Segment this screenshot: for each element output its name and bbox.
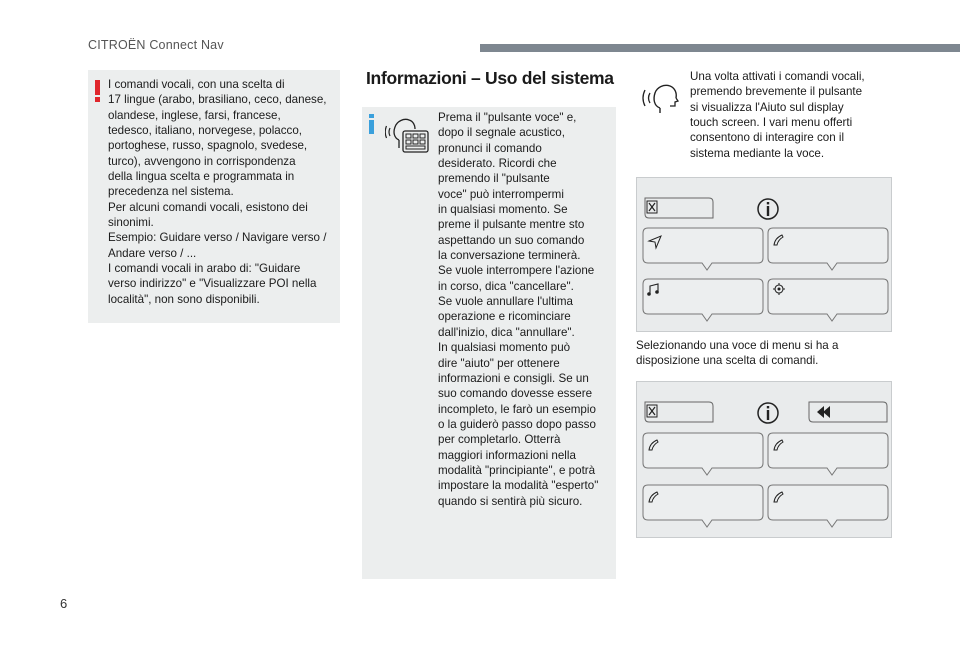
music-menu-tile[interactable] bbox=[643, 279, 763, 321]
running-header-title: CITROËN Connect Nav bbox=[88, 38, 224, 52]
header-bar bbox=[480, 44, 960, 52]
intro-text: Una volta attivati i comandi vocali, premendo brevemente il pulsante si visualizza l'Aiuto sul display touch screen. I vari menu offerti consentono di interagire con il sistema mediante la voce. bbox=[690, 70, 865, 160]
warning-text: I comandi vocali, con una scelta di 17 lingue (arabo, brasiliano, ceco, danese, olandese, inglese, farsi, francese, tedesco, italiano, norvegese, polacco, portoghese, russo, spagnolo, svedese, turco), avvengono in corrispondenza della lingua scelta e programmata in precedenza nel sistema. Per alcuni comandi vocali, esistono dei sinonimi. Esempio: Guidare verso / Navigare verso / Andare verso / ... I comandi vocali in arabo di: "Guidare verso indirizzo" e "Visualizzare POI nella località", non sono disponibili. bbox=[108, 78, 327, 306]
command-choice-screen bbox=[636, 381, 892, 538]
speaking-head-icon bbox=[640, 78, 680, 114]
command-tile[interactable] bbox=[768, 433, 888, 475]
settings-menu-tile[interactable] bbox=[768, 279, 888, 321]
voice-help-screen bbox=[636, 177, 892, 332]
speaking-head-keypad-icon bbox=[385, 112, 431, 158]
command-tile[interactable] bbox=[643, 433, 763, 475]
menu-caption: Selezionando una voce di menu si ha a disposizione una scelta di comandi. bbox=[636, 339, 839, 368]
info-circle-icon[interactable] bbox=[758, 199, 778, 219]
page-number: 6 bbox=[60, 596, 68, 611]
navigation-menu-tile[interactable] bbox=[643, 228, 763, 270]
close-button[interactable] bbox=[645, 402, 713, 422]
exclamation-icon bbox=[93, 80, 102, 102]
info-text: Prema il "pulsante voce" e, dopo il segnale acustico, pronunci il comando desiderato. Ricordi che premendo il "pulsante voce" può interrompermi in qualsiasi momento. Se preme il pulsante mentre sto aspettando un suo comando la conversazione terminerà. Se vuole interrompere l'azione in corso, dica "cancellare". Se vuole annullare l'ultima operazione e ricominciare dall'inizio, dica "annullare". In qualsiasi momento può dire "aiuto" per ottenere informazioni e consigli. Se un suo comando dovesse essere incompleto, le farò un esempio o la guiderò passo dopo passo per completarlo. Otterrà maggiori informazioni nella modalità "principiante", e potrà impostare la modalità "esperto" quando si sentirà più sicuro. bbox=[438, 111, 599, 508]
back-button[interactable] bbox=[809, 402, 887, 422]
info-i-icon bbox=[367, 114, 376, 134]
command-tile[interactable] bbox=[768, 485, 888, 527]
info-circle-icon[interactable] bbox=[758, 403, 778, 423]
section-title: Informazioni – Uso del sistema bbox=[366, 68, 614, 88]
command-tile[interactable] bbox=[643, 485, 763, 527]
phone-menu-tile[interactable] bbox=[768, 228, 888, 270]
close-button[interactable] bbox=[645, 198, 713, 218]
